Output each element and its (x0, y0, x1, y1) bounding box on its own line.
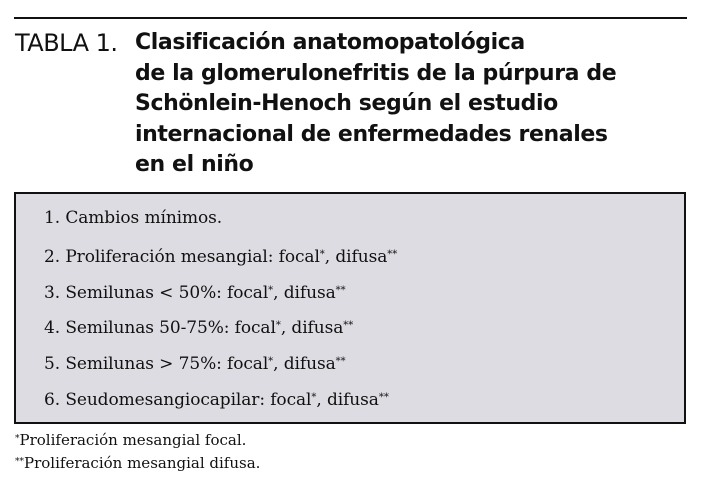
focal-footnote-mark: * (319, 248, 325, 260)
classification-item (44, 237, 397, 273)
focal-footnote-mark: * (275, 320, 281, 332)
title-line: de la glomerulonefritis de la púrpura de (135, 60, 617, 86)
footnote-mark: ** (15, 457, 24, 467)
title-line: internacional de enfermedades renales (135, 121, 608, 147)
focal-footnote-mark: * (268, 284, 274, 296)
table-label: TABLA 1. (15, 29, 118, 57)
footnote-text: Proliferación mesangial focal. (19, 431, 247, 449)
difusa-footnote-mark: ** (335, 356, 346, 368)
item-text: 4. Semilunas 50-75%: focal (44, 318, 276, 339)
focal-footnote-mark: * (268, 356, 274, 368)
classification-box (14, 192, 686, 424)
item-text: 1. Cambios mínimos. (44, 208, 223, 228)
table-title (135, 28, 695, 181)
item-text: 3. Semilunas < 50%: focal (44, 282, 269, 303)
difusa-footnote-mark: ** (335, 284, 346, 296)
footnote-text: Proliferación mesangial difusa. (24, 454, 261, 472)
difusa-footnote-mark: ** (378, 391, 389, 403)
item-text-difusa: , difusa (324, 246, 388, 267)
footnote-mark: * (15, 434, 20, 444)
item-text-difusa: , difusa (280, 318, 344, 339)
classification-item (44, 308, 397, 344)
top-rule (14, 17, 687, 19)
classification-item (44, 380, 397, 416)
title-line: en el niño (135, 152, 254, 177)
classification-item (44, 273, 397, 309)
footnote-focal (15, 428, 260, 451)
difusa-footnote-mark: ** (343, 320, 354, 332)
title-line: Schönlein-Henoch según el estudio (135, 91, 558, 116)
classification-item (44, 201, 397, 237)
item-text-difusa: , difusa (273, 282, 336, 303)
classification-item (44, 344, 397, 380)
focal-footnote-mark: * (311, 391, 317, 403)
title-line: Clasificación anatomopatológica (135, 30, 525, 55)
footnote-difusa (15, 451, 260, 474)
item-text-difusa: , difusa (316, 389, 379, 410)
difusa-footnote-mark: ** (387, 248, 398, 260)
item-text-difusa: , difusa (273, 354, 336, 375)
item-text: 6. Seudomesangiocapilar: focal (44, 389, 312, 410)
item-text: 2. Proliferación mesangial: focal (44, 246, 320, 267)
classification-list (44, 201, 397, 416)
item-text: 5. Semilunas > 75%: focal (44, 354, 269, 375)
footnotes (15, 428, 260, 474)
